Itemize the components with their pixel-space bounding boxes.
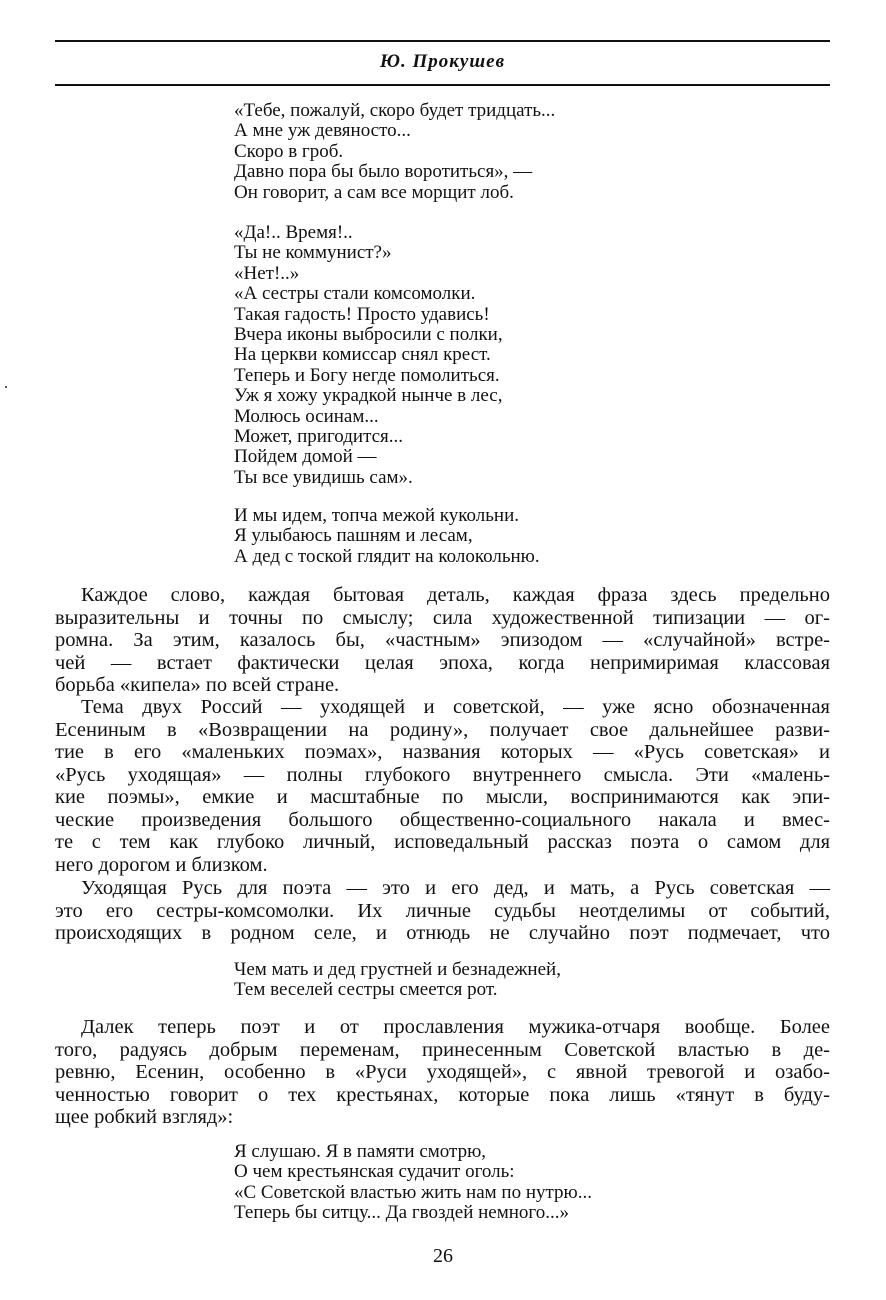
verse-line: А дед с тоской глядит на колокольню. (234, 545, 540, 567)
text-line: чей — встает фактически целая эпоха, когда непримиримая классовая (55, 651, 830, 674)
text-line: кие поэмы», емкие и масштабные по мысли, воспринимаются как эпи- (55, 786, 830, 808)
verse-line: На церкви комиссар снял крест. (234, 344, 491, 366)
verse-line: А мне уж девяносто... (234, 120, 411, 142)
verse-line: Давно пора бы было воротиться», — (234, 161, 533, 183)
text-line: ромна. За этим, казалось бы, «частным» эпизодом — «случайной» встре- (55, 629, 830, 651)
verse-stanza-4 (234, 960, 561, 1001)
header-top-rule (55, 40, 830, 42)
verse-line: Пойдем домой — (234, 446, 377, 468)
verse-stanza-2 (234, 223, 503, 488)
verse-line: Я улыбаюсь пашням и лесам, (234, 525, 473, 547)
verse-line: О чем крестьянская судачит оголь: (234, 1161, 515, 1183)
text-line: Уходящая Русь для поэта — это и его дед, и мать, а Русь советская — (81, 877, 830, 899)
verse-line: «С Советской властью жить нам по нутрю... (234, 1181, 592, 1203)
verse-line: Такая гадость! Просто удавись! (234, 303, 490, 325)
verse-line: И мы идем, топча межой кукольни. (234, 505, 519, 526)
verse-line: Может, пригодится... (234, 426, 404, 448)
paragraph-3 (55, 877, 830, 945)
text-line: это его сестры-комсомолки. Их личные судьбы неотделимы от событий, (55, 899, 830, 922)
verse-line: Чем мать и дед грустней и безнадежней, (234, 959, 561, 980)
verse-line: «Нет!..» (234, 262, 300, 284)
verse-line: Теперь бы ситцу... Да гвоздей немного...» (234, 1202, 570, 1224)
text-line: него дорогом и близком. (55, 853, 268, 876)
text-line: щее робкий взгляд»: (55, 1106, 234, 1128)
text-line: тие в его «маленьких поэмах», названия которых — «Русь советская» и (55, 741, 830, 763)
verse-line: Уж я хожу украдкой нынче в лес, (234, 385, 503, 407)
text-line: происходящих в родном селе, и отнюдь не случайно поэт подмечает, что (55, 922, 830, 944)
text-line: ченностью говорит о тех крестьянах, которые пока лишь «тянут в буду- (55, 1083, 830, 1106)
running-header: Ю. Прокушев (379, 51, 506, 72)
text-line: того, радуясь добрым переменам, принесенным Советской властью в де- (55, 1038, 830, 1061)
text-line: ревню, Есенин, особенно в «Руси уходящей», с явной тревогой и озабо- (55, 1061, 830, 1083)
paragraph-1 (55, 584, 830, 697)
text-line: «Русь уходящая» — полны глубокого внутреннего смысла. Эти «малень- (55, 763, 830, 786)
verse-line: Ты не коммунист?» (234, 242, 392, 264)
verse-stanza-3 (234, 506, 540, 567)
scan-speck (5, 386, 7, 388)
text-line: те с тем как глубоко личный, исповедальный рассказ поэта о самом для (55, 831, 830, 853)
text-line: Далек теперь поэт и от прославления мужика-отчаря вообще. Более (81, 1016, 830, 1038)
header-bottom-rule (55, 84, 830, 86)
text-line: Есениным в «Возвращении на родину», получает свое дальнейшее разви- (55, 718, 830, 741)
page-number: 26 (433, 1245, 453, 1267)
verse-line: Молюсь осинам... (234, 405, 379, 427)
verse-stanza-1 (234, 101, 555, 203)
text-line: Каждое слово, каждая бытовая деталь, каждая фраза здесь предельно (81, 584, 830, 606)
verse-line: «Тебе, пожалуй, скоро будет тридцать... (234, 100, 556, 121)
text-line: выразительны и точны по смыслу; сила художественной типизации — ог- (55, 606, 830, 629)
text-line: борьба «кипела» по всей стране. (55, 674, 340, 696)
text-line: ческие произведения большого общественно-социального накала и вмес- (55, 808, 830, 831)
paragraph-2 (55, 696, 830, 876)
verse-line: Ты все увидишь сам». (234, 466, 413, 488)
verse-line: «А сестры стали комсомолки. (234, 283, 476, 305)
verse-line: Вчера иконы выбросили с полки, (234, 324, 503, 346)
verse-line: Я слушаю. Я в памяти смотрю, (234, 1141, 487, 1162)
verse-line: «Да!.. Время!.. (234, 222, 353, 243)
verse-line: Теперь и Богу негде помолиться. (234, 364, 500, 386)
paragraph-4 (55, 1016, 830, 1129)
verse-line: Он говорит, а сам все морщит лоб. (234, 181, 514, 203)
verse-line: Скоро в гроб. (234, 140, 344, 162)
text-line: Тема двух Россий — уходящей и советской, — уже ясно обозначенная (81, 696, 830, 718)
verse-stanza-5 (234, 1142, 592, 1224)
verse-line: Тем веселей сестры смеется рот. (234, 979, 498, 1001)
